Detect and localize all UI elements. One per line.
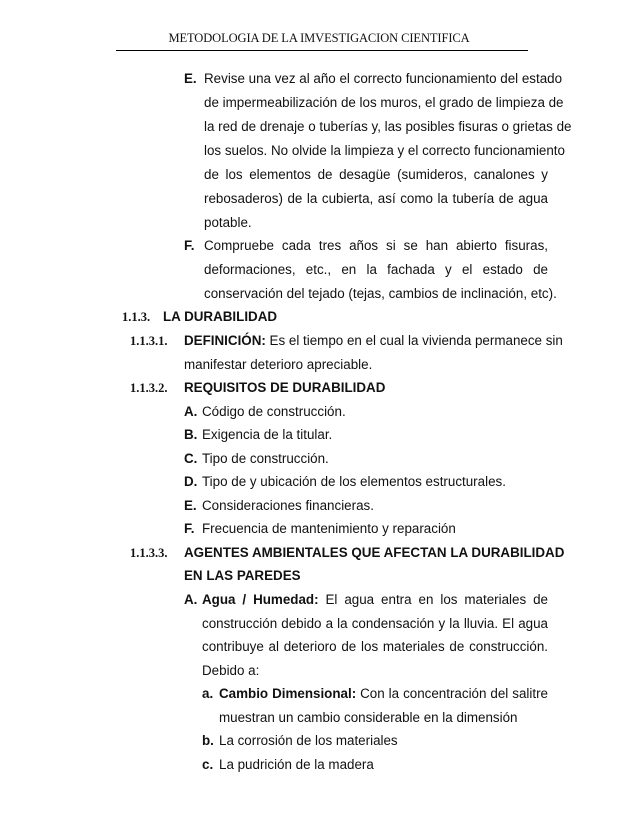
subitem-line: La corrosión de los materiales [219,733,398,748]
item-letter: F. [184,238,195,253]
item-text: El agua entra en los materiales de [318,592,548,607]
paragraph-line: Revise una vez al año el correcto funcionamiento del estado [204,71,563,86]
subitem-title: Cambio Dimensional: [219,686,357,701]
list-item: Exigencia de la titular. [202,427,333,442]
paragraph-line: rebosaderos) de la cubierta, así como la tubería de agua [204,191,548,206]
subitem-line: muestran un cambio considerable en la dimensión [219,710,518,725]
section-title: LA DURABILIDAD [163,309,278,324]
list-item: Tipo de construcción. [202,451,329,466]
paragraph-line: conservación del tejado (tejas, cambios de inclinación, etc). [204,286,557,301]
section-title: AGENTES AMBIENTALES QUE AFECTAN LA DURABILIDAD [184,545,565,560]
list-letter: D. [184,474,198,489]
paragraph-line: Compruebe cada tres años si se han abierto fisuras, [204,238,548,253]
item-title: Agua / Humedad: [202,592,319,607]
paragraph-line: construcción debido a la condensación y la lluvia. El agua [202,616,548,631]
list-letter: C. [184,451,198,466]
subitem-letter: b. [202,733,214,748]
paragraph-line: contribuye al deterioro de los materiales de construcción. [202,639,548,654]
item-letter: E. [184,71,197,86]
list-item: Código de construcción. [202,404,346,419]
list-letter: A. [184,404,198,419]
list-item: Consideraciones financieras. [202,498,374,513]
paragraph-line: la red de drenaje o tuberías y, las posibles fisuras o grietas de [204,119,572,134]
paragraph-line: los suelos. No olvide la limpieza y el correcto funcionamiento [204,143,565,158]
section-title: REQUISITOS DE DURABILIDAD [184,380,386,395]
list-letter: F. [184,521,195,536]
definition-line: manifestar deterioro apreciable. [184,357,373,372]
paragraph-line: de impermeabilización de los muros, el grado de limpieza de [204,95,564,110]
subitem-letter: a. [202,686,214,701]
list-letter: E. [184,498,197,513]
page-header: METODOLOGIA DE LA IMVESTIGACION CIENTIFICA [168,31,470,45]
subitem-line: La pudrición de la madera [219,757,374,772]
item-letter: A. [184,592,198,607]
paragraph-line: Debido a: [202,663,260,678]
list-letter: B. [184,427,198,442]
subitem-text: Con la concentración del salitre [356,686,548,701]
subitem-letter: c. [202,757,214,772]
subitem-line [219,683,548,705]
section-number: 1.1.3.3. [130,546,168,560]
definition-title: DEFINICIÓN: [184,333,266,348]
definition-text: Es el tiempo en el cual la vivienda permanece sin [265,333,563,348]
section-number: 1.1.3. [122,310,151,324]
section-number: 1.1.3.2. [130,381,168,395]
list-item: Frecuencia de mantenimiento y reparación [202,521,456,536]
list-item: Tipo de y ubicación de los elementos estructurales. [202,474,506,489]
paragraph-line: deformaciones, etc., en la fachada y el estado de [204,262,548,277]
section-number: 1.1.3.1. [130,334,168,348]
section-title: EN LAS PAREDES [184,568,301,583]
paragraph-line: potable. [204,215,252,230]
header-rule [116,50,528,51]
paragraph-line [202,589,548,611]
definition-line [184,330,563,352]
paragraph-line: de los elementos de desagüe (sumideros, canalones y [204,167,548,182]
